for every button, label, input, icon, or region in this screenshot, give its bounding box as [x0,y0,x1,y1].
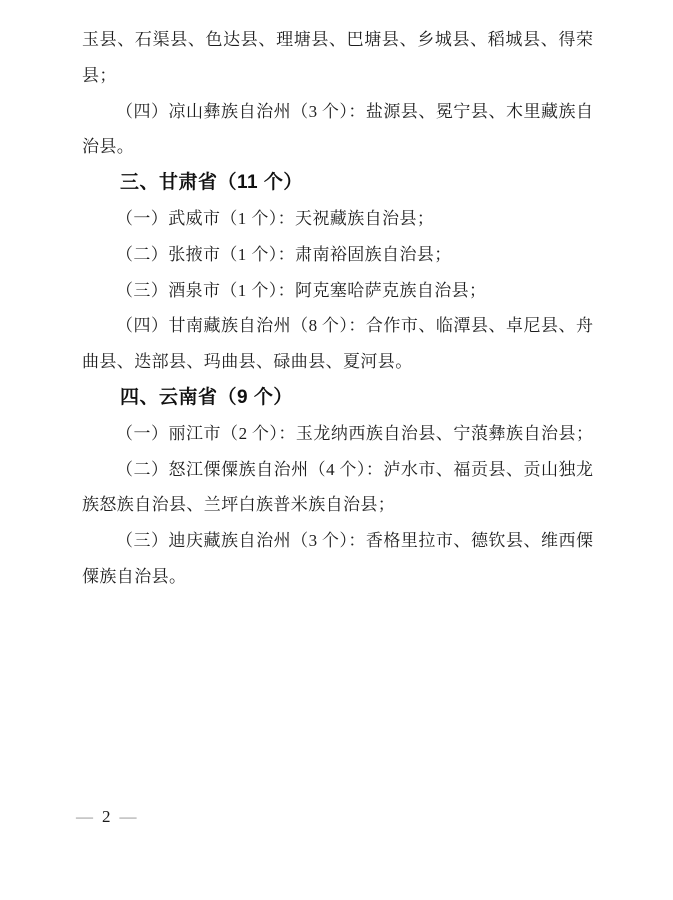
paragraph-line: 曲县、迭部县、玛曲县、碌曲县、夏河县。 [82,352,413,372]
page-footer [76,804,137,830]
section-heading: 三、甘肃省（11 个） [120,172,303,194]
paragraph-line: （二）怒江傈僳族自治州（4 个）：泸水市、福贡县、贡山独龙 [116,459,593,479]
paragraph-line: 治县。 [82,137,135,157]
page-number: 2 [102,807,111,826]
paragraph-line: 族怒族自治县、兰坪白族普米族自治县； [82,495,396,515]
paragraph-line: （三）迪庆藏族自治州（3 个）：香格里拉市、德钦县、维西傈 [116,531,593,551]
section-heading: 四、云南省（9 个） [120,386,293,408]
paragraph-line: （四）甘南藏族自治州（8 个）：合作市、临潭县、卓尼县、舟 [116,316,593,336]
paragraph-line: （一）武威市（1 个）：天祝藏族自治县； [116,208,435,228]
paragraph-line: 县； [82,65,117,85]
paragraph-line: （一）丽江市（2 个）：玉龙纳西族自治县、宁蒗彝族自治县； [116,423,593,443]
paragraph-line: （二）张掖市（1 个）：肃南裕固族自治县； [116,244,452,264]
footer-dash-right: — [119,807,137,826]
footer-dash-left: — [76,807,93,826]
paragraph-line: 僳族自治县。 [82,566,187,586]
paragraph-line: （三）酒泉市（1 个）：阿克塞哈萨克族自治县； [116,280,487,300]
document-body [82,22,593,595]
paragraph-line: （四）凉山彝族自治州（3 个）：盐源县、冕宁县、木里藏族自 [116,101,593,121]
paragraph-line: 玉县、石渠县、色达县、理塘县、巴塘县、乡城县、稻城县、得荣 [82,30,593,49]
